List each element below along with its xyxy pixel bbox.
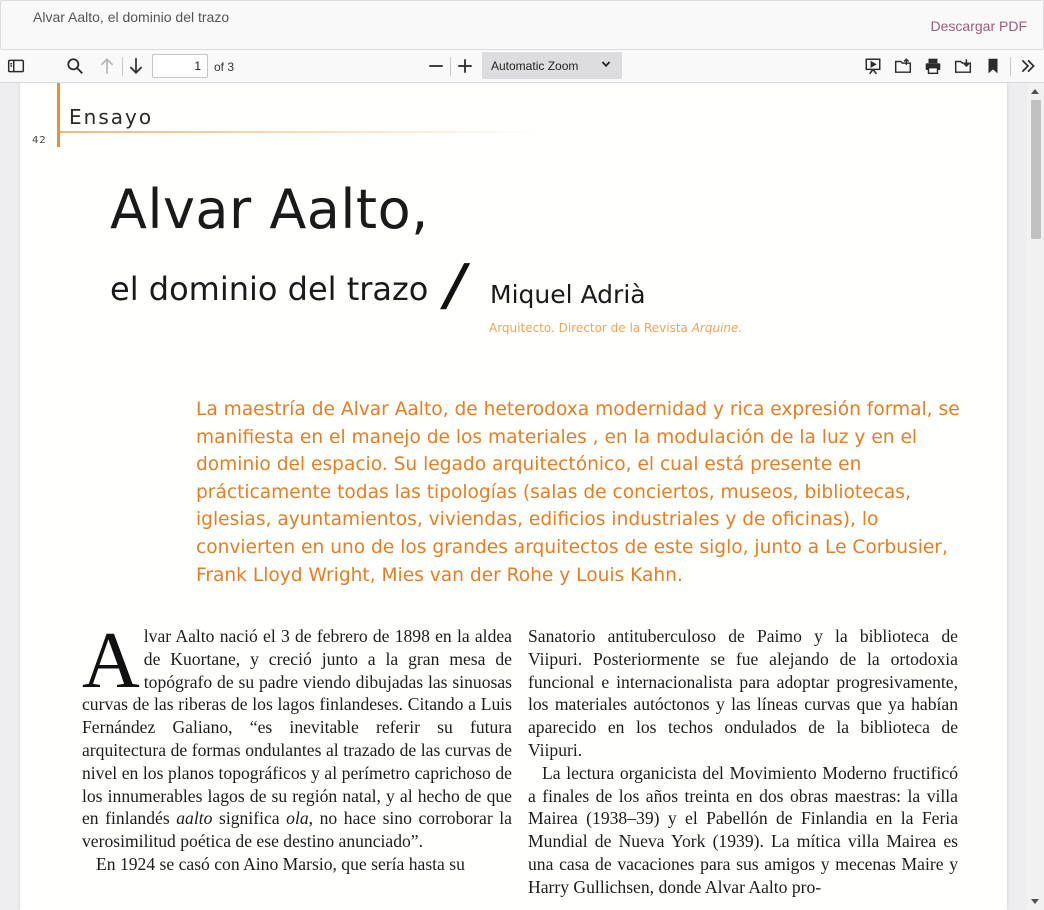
scroll-up-arrow-icon[interactable] [1031,89,1039,94]
section-accent-bar [57,83,60,147]
title-slash: / [438,253,473,318]
section-label: Ensayo [69,105,154,129]
download-pdf-link[interactable]: Descargar PDF [930,18,1027,34]
page-number: 42 [32,135,47,146]
author-role [489,321,742,335]
body-text-italic: aalto [176,808,213,829]
zoom-out-icon[interactable] [424,54,448,78]
toolbar-divider [1010,57,1011,76]
body-paragraph: En 1924 se casó con Aino Marsio, que sería hasta su [96,853,465,874]
open-file-icon[interactable] [891,54,915,78]
download-icon[interactable] [951,54,975,78]
search-icon[interactable] [63,54,87,78]
page-total-label: of 3 [214,60,235,74]
body-paragraph [82,617,512,853]
document-title: Alvar Aalto, el dominio del trazo [33,9,230,25]
author-role-text: Arquitecto. Director de la Revista [489,321,692,335]
article-abstract: La maestría de Alvar Aalto, de heterodoxa modernidad y rica expresión formal, se manifiesta en el manejo de los materiales , en la modulación de la luz y en el dominio del espacio. Su legado arquitectónico, el cual está presente en prácticamente todas las tipologías (salas de conciertos, museos, bibliotecas, iglesias, ayuntamientos, viviendas, edificios industriales y de oficinas), lo convierten en uno de los grandes arquitectos de este siglo, junto a Le Corbusier, Frank Lloyd Wright, Mies van der Rohe y Louis Kahn. [196,399,960,586]
document-header [0,0,1044,50]
zoom-select-value: Automatic Zoom [491,58,579,73]
body-paragraph: La lectura organicista del Movimiento Moderno fructificó a finales de los años treinta en dos obras maestras: la villa Mairea (1938–39) y el Pabellón de Finlandia en la Feria Mundial de Nueva York (1939). La mítica villa Mairea es una casa de vacaciones para sus amigos y mecenas Maire y Harry Gullichsen, donde Alvar Aalto pro- [528,762,958,897]
author-name: Miquel Adrià [490,280,646,309]
toolbar-divider [450,57,451,76]
body-paragraph: Sanatorio antituberculoso de Paimo y la biblioteca de Viipuri. Posteriormente se fue alejando de la ortodoxia funcional e internacionalista para adoptar progresivamente, los materiales autóctonos y las líneas curvas que ya habían aparecido en los techos ondulados de la biblioteca de Viipuri. [528,626,958,760]
body-column-right [528,625,958,899]
next-page-icon[interactable] [124,54,148,78]
body-text: significa [212,808,287,829]
article-subtitle: el dominio del trazo [110,270,429,308]
presentation-mode-icon[interactable] [861,54,885,78]
scrollbar-thumb[interactable] [1031,100,1041,239]
vertical-scrollbar[interactable] [1027,83,1044,910]
chevron-down-icon [600,58,612,70]
zoom-in-icon[interactable] [453,54,477,78]
bookmark-icon[interactable] [981,54,1005,78]
body-text: lvar Aalto nació el 3 de febrero de 1898 en la aldea de Kuortane, y creció junto a la gran mesa de topógrafo de su padre viendo dibujadas las sinuosas curvas de las riberas de los lagos finlandeses. Citando a Luis Fernández Galiano, “es inevitable referir su futura arquitectura de formas ondulantes al trazado de las curvas de nivel en los planos topográficos y al perímetro caprichoso de los innumerables lagos de su región natal, y al hecho de que en finlandés [82,626,512,829]
drop-cap: A [82,617,140,705]
page-number-input[interactable] [152,54,208,78]
pdf-viewer[interactable] [0,83,1044,910]
previous-page-icon[interactable] [95,54,119,78]
body-text: , no hace sino corroborar la verosimilitud poética de ese destino anunciado”. [82,808,512,852]
sidebar-toggle-icon[interactable] [4,54,28,78]
section-rule [60,131,540,133]
body-column-left [82,617,512,876]
toolbar-divider [122,57,123,76]
tools-icon[interactable] [1016,54,1040,78]
zoom-select[interactable] [482,52,622,79]
pdf-page [20,83,1007,910]
body-text-italic: ola [286,808,309,829]
print-icon[interactable] [921,54,945,78]
pdf-toolbar [0,50,1044,83]
author-role-publication: Arquine. [691,321,743,335]
article-title: Alvar Aalto, [110,178,429,241]
scroll-down-arrow-icon[interactable] [1031,899,1039,904]
